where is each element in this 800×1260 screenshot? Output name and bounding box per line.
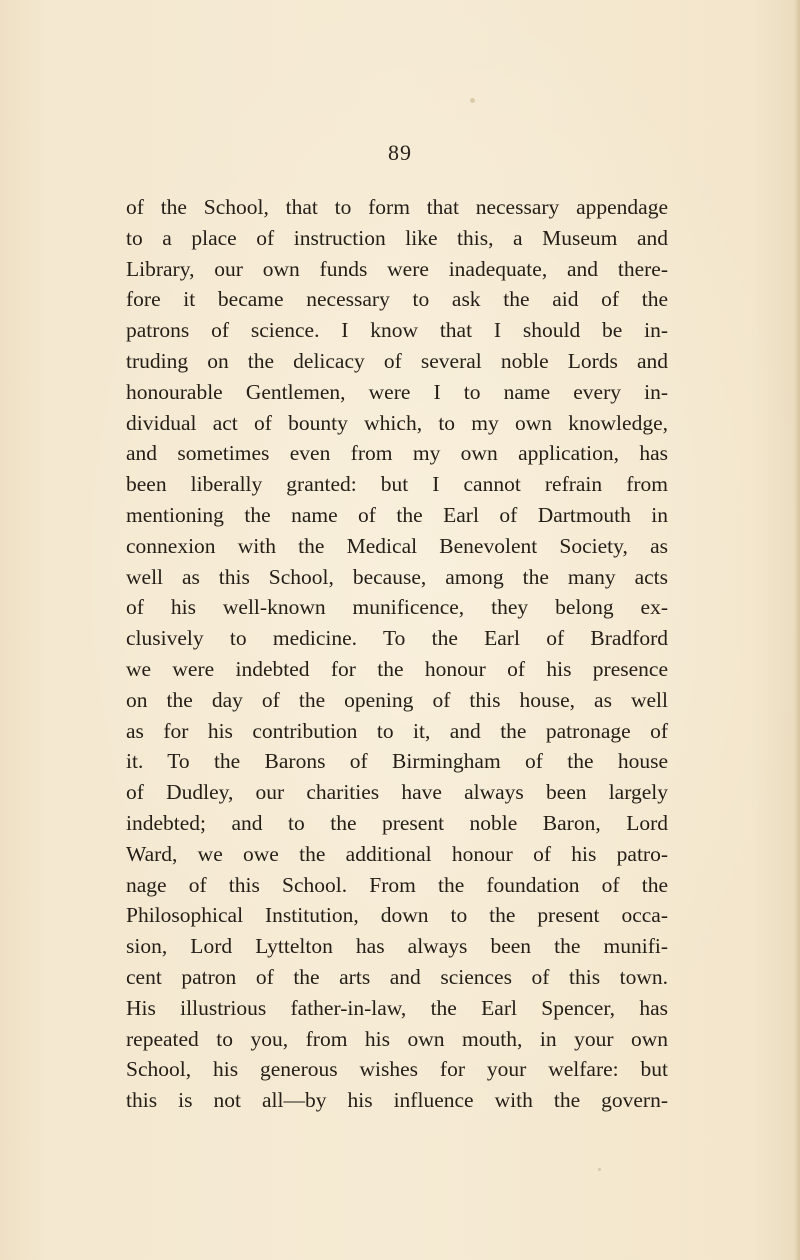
paper-spot <box>598 1168 601 1171</box>
text-line: repeated to you, from his own mouth, in your own <box>126 1026 668 1051</box>
text-line: fore it became necessary to ask the aid of the <box>126 287 668 312</box>
text-line: cent patron of the arts and sciences of this town. <box>126 964 668 989</box>
text-line: on the day of the opening of this house, as well <box>126 687 668 712</box>
text-line: it. To the Barons of Birmingham of the house <box>126 749 668 774</box>
text-line: mentioning the name of the Earl of Dartmouth in <box>126 502 668 527</box>
text-line: of Dudley, our charities have always been largely <box>126 780 668 805</box>
text-line: nage of this School. From the foundation of the <box>126 872 668 897</box>
paper-spot <box>470 98 475 103</box>
text-line: connexion with the Medical Benevolent Society, as <box>126 533 668 558</box>
text-line: School, his generous wishes for your welfare: but <box>126 1057 668 1082</box>
text-line: indebted; and to the present noble Baron, Lord <box>126 810 668 835</box>
text-line: we were indebted for the honour of his presence <box>126 656 668 681</box>
text-line: His illustrious father-in-law, the Earl Spencer, has <box>126 995 668 1020</box>
text-line: this is not all—by his influence with the govern- <box>126 1088 668 1113</box>
text-line: been liberally granted: but I cannot refrain from <box>126 472 668 497</box>
text-line: to a place of instruction like this, a Museum and <box>126 225 668 250</box>
text-line: honourable Gentlemen, were I to name every in- <box>126 379 668 404</box>
text-line: well as this School, because, among the many acts <box>126 564 668 589</box>
text-line: patrons of science. I know that I should be in- <box>126 318 668 343</box>
page-number: 89 <box>388 140 412 165</box>
text-line: of the School, that to form that necessary appendage <box>126 195 668 219</box>
page-edge-shadow <box>794 0 800 1260</box>
body-text <box>126 192 668 1116</box>
text-line: of his well-known munificence, they belong ex- <box>126 595 668 620</box>
text-line: Philosophical Institution, down to the present occa- <box>126 903 668 928</box>
text-line: Library, our own funds were inadequate, and there- <box>126 256 668 281</box>
text-line: dividual act of bounty which, to my own knowledge, <box>126 410 668 435</box>
text-line: truding on the delicacy of several noble Lords and <box>126 348 668 373</box>
text-line: clusively to medicine. To the Earl of Bradford <box>126 626 668 651</box>
text-line: sion, Lord Lyttelton has always been the munifi- <box>126 934 668 959</box>
text-line: as for his contribution to it, and the patronage of <box>126 718 668 743</box>
text-line: Ward, we owe the additional honour of his patro- <box>126 841 668 866</box>
text-line: and sometimes even from my own application, has <box>126 441 668 466</box>
